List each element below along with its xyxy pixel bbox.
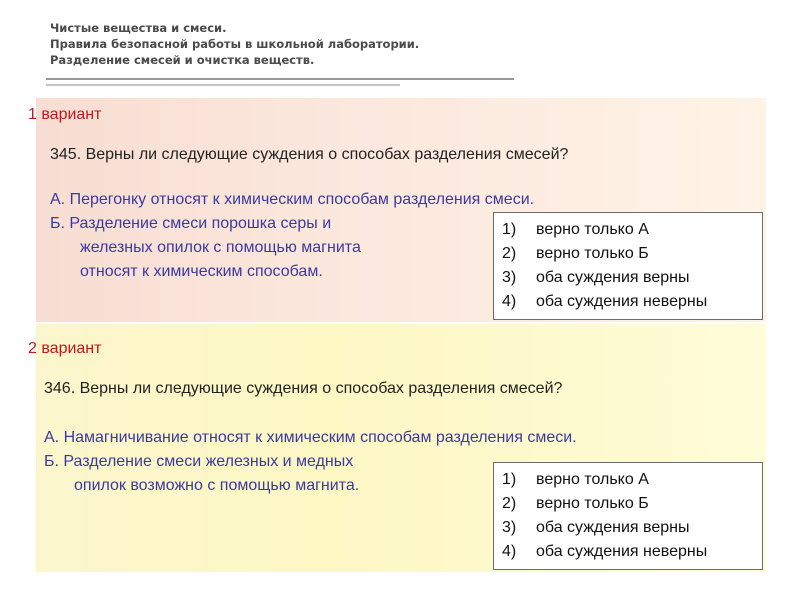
statement-b-line: Б. Разделение смеси железных и медных — [44, 453, 354, 470]
variant-2-label: 2 вариант — [28, 340, 102, 357]
answer-option — [502, 516, 762, 540]
variant-1-statement-a: А. Перегонку относят к химическим способам разделения смеси. — [50, 191, 535, 208]
answer-option — [502, 218, 762, 242]
option-text: оба суждения неверны — [536, 293, 708, 310]
option-text: оба суждения неверны — [536, 543, 708, 560]
option-number: 4) — [502, 543, 517, 560]
option-number: 3) — [502, 519, 517, 536]
option-number: 4) — [502, 293, 517, 310]
variant-1-answer-options — [493, 212, 763, 320]
option-text: верно только Б — [536, 245, 649, 262]
question-346: 346. Верны ли следующие суждения о способах разделения смесей? — [44, 380, 563, 397]
answer-option — [502, 468, 762, 492]
statement-b-line: относят к химическим способам. — [80, 263, 323, 280]
answer-option — [502, 242, 762, 266]
option-number: 2) — [502, 245, 517, 262]
variant-2-answer-options — [493, 462, 763, 570]
option-number: 2) — [502, 495, 517, 512]
header-divider-secondary — [46, 84, 400, 86]
header-line-2: Правила безопасной работы в школьной лаборатории. — [50, 37, 420, 51]
header-line-1: Чистые вещества и смеси. — [50, 21, 227, 35]
option-text: оба суждения верны — [536, 269, 690, 286]
answer-option — [502, 266, 762, 290]
variant-1-statement-b — [50, 212, 361, 284]
variant-2-statement-a: А. Намагничивание относят к химическим способам разделения смеси. — [44, 429, 577, 446]
answer-option — [502, 290, 762, 314]
answer-option — [502, 540, 762, 564]
answer-option — [502, 492, 762, 516]
variant-2-statement-b — [44, 450, 359, 498]
variant-1-label: 1 вариант — [28, 106, 102, 123]
header-divider — [46, 78, 514, 80]
statement-b-line: опилок возможно с помощью магнита. — [74, 477, 360, 494]
option-number: 1) — [502, 221, 517, 238]
slide-header — [50, 20, 530, 68]
option-text: верно только Б — [536, 495, 649, 512]
option-number: 1) — [502, 471, 517, 488]
option-number: 3) — [502, 269, 517, 286]
statement-b-line: железных опилок с помощью магнита — [80, 239, 361, 256]
statement-b-line: Б. Разделение смеси порошка серы и — [50, 215, 332, 232]
header-line-3: Разделение смесей и очистка веществ. — [50, 53, 315, 67]
option-text: оба суждения верны — [536, 519, 690, 536]
question-345: 345. Верны ли следующие суждения о способах разделения смесей? — [50, 146, 569, 163]
option-text: верно только А — [536, 221, 649, 238]
option-text: верно только А — [536, 471, 649, 488]
